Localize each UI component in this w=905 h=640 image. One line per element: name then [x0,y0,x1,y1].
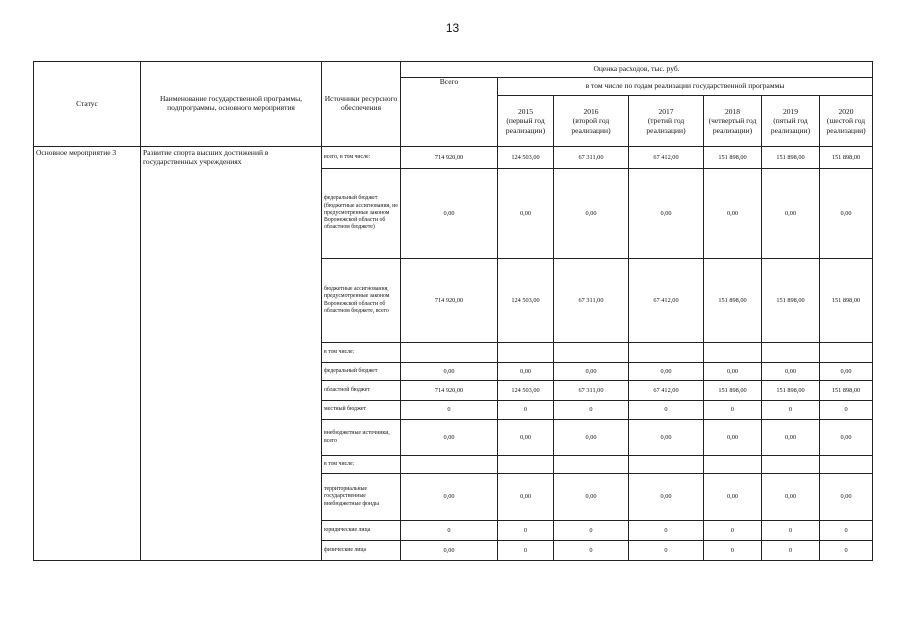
value-cell: 67 311,00 [554,381,629,401]
value-cell: 0,00 [820,420,873,456]
value-cell: 0,00 [820,363,873,381]
value-cell: 0 [704,521,762,541]
value-cell: 0,00 [704,420,762,456]
header-status: Статус [34,62,141,147]
value-cell: 67 412,00 [629,259,704,343]
value-cell: 67 412,00 [629,147,704,169]
value-cell: 0,00 [401,420,498,456]
header-year-2016: 2016 (второй год реализации) [554,96,629,147]
table-body [34,147,873,561]
header-total: Всего [401,78,498,147]
value-cell: 67 412,00 [629,381,704,401]
value-cell [820,456,873,474]
value-cell: 0,00 [704,363,762,381]
header-year-2019: 2019 (пятый год реализации) [762,96,820,147]
value-cell: 0 [554,401,629,420]
value-cell: 0,00 [820,474,873,521]
source-cell: территориальные государственные внебюджетные фонды [322,474,401,521]
value-cell: 124 503,00 [498,381,554,401]
value-cell: 0 [401,401,498,420]
value-cell: 151 898,00 [762,147,820,169]
value-cell: 0,00 [704,474,762,521]
page-number: 13 [445,21,460,35]
value-cell: 151 898,00 [820,381,873,401]
value-cell: 124 503,00 [498,259,554,343]
value-cell: 0,00 [762,363,820,381]
header-estimate: Оценка расходов, тыс. руб. [401,62,873,78]
value-cell: 0 [762,521,820,541]
value-cell: 0 [629,541,704,561]
value-cell: 0 [554,521,629,541]
value-cell: 0 [820,541,873,561]
event-name-cell: Развитие спорта высших достижений в государственных учреждениях [141,147,322,561]
value-cell: 0,00 [401,541,498,561]
value-cell [498,456,554,474]
source-cell: внебюджетные источники, всего [322,420,401,456]
value-cell [401,456,498,474]
value-cell: 0 [762,401,820,420]
source-cell: федеральный бюджет [322,363,401,381]
header-year-2020: 2020 (шестой год реализации) [820,96,873,147]
header-year-2017: 2017 (третий год реализации) [629,96,704,147]
source-cell: в том числе: [322,456,401,474]
value-cell: 0 [704,541,762,561]
header-name: Наименование государственной программы, подпрограммы, основного мероприятия [141,62,322,147]
value-cell: 0 [498,521,554,541]
value-cell: 0 [401,521,498,541]
value-cell: 0,00 [401,169,498,259]
source-cell: физические лица [322,541,401,561]
value-cell [554,456,629,474]
value-cell: 151 898,00 [762,381,820,401]
value-cell: 0,00 [629,420,704,456]
value-cell [554,343,629,363]
value-cell: 151 898,00 [704,147,762,169]
value-cell [820,343,873,363]
value-cell: 0 [498,401,554,420]
value-cell: 0 [498,541,554,561]
value-cell: 67 311,00 [554,259,629,343]
value-cell: 0,00 [629,363,704,381]
value-cell [704,456,762,474]
value-cell: 0,00 [498,474,554,521]
value-cell: 0 [629,521,704,541]
value-cell: 714 920,00 [401,147,498,169]
value-cell: 151 898,00 [820,147,873,169]
value-cell: 0 [629,401,704,420]
value-cell [704,343,762,363]
value-cell: 714 920,00 [401,381,498,401]
value-cell: 151 898,00 [704,381,762,401]
header-sources: Источники ресурсного обеспечения [322,62,401,147]
source-cell: в том числе: [322,343,401,363]
value-cell: 0,00 [629,169,704,259]
source-cell: бюджетные ассигнования, предусмотренные законом Воронежской области об областном бюджете, всего [322,259,401,343]
value-cell: 0,00 [762,169,820,259]
value-cell: 67 311,00 [554,147,629,169]
source-cell: областной бюджет [322,381,401,401]
source-cell: всего, в том числе: [322,147,401,169]
value-cell [762,343,820,363]
value-cell [401,343,498,363]
value-cell: 0,00 [401,363,498,381]
value-cell: 0,00 [554,420,629,456]
value-cell: 0,00 [554,169,629,259]
source-cell: местный бюджет [322,401,401,420]
value-cell: 0,00 [498,420,554,456]
value-cell: 0 [820,521,873,541]
value-cell: 0,00 [820,169,873,259]
value-cell: 0,00 [554,474,629,521]
expense-table [33,61,873,561]
value-cell: 151 898,00 [704,259,762,343]
table-row [34,147,873,169]
header-year-2018: 2018 (четвертый год реализации) [704,96,762,147]
value-cell: 0,00 [554,363,629,381]
value-cell [762,456,820,474]
value-cell: 0,00 [498,169,554,259]
status-cell: Основное мероприятие 3 [34,147,141,561]
value-cell: 0,00 [762,420,820,456]
value-cell [629,343,704,363]
value-cell: 0 [820,401,873,420]
value-cell: 0,00 [629,474,704,521]
value-cell [498,343,554,363]
value-cell: 124 503,00 [498,147,554,169]
value-cell: 714 920,00 [401,259,498,343]
value-cell: 0,00 [762,474,820,521]
header-row-1 [34,62,873,78]
source-cell: федеральный бюджет (бюджетные ассигнования, не предусмотренные законом Воронежской области об областном бюджете) [322,169,401,259]
header-by-years: в том числе по годам реализации государственной программы [498,78,873,96]
value-cell: 0 [554,541,629,561]
value-cell: 0,00 [401,474,498,521]
value-cell: 151 898,00 [762,259,820,343]
value-cell [629,456,704,474]
source-cell: юридические лица [322,521,401,541]
value-cell: 0 [762,541,820,561]
value-cell: 0 [704,401,762,420]
header-year-2015: 2015 (первый год реализации) [498,96,554,147]
value-cell: 151 898,00 [820,259,873,343]
value-cell: 0,00 [704,169,762,259]
value-cell: 0,00 [498,363,554,381]
